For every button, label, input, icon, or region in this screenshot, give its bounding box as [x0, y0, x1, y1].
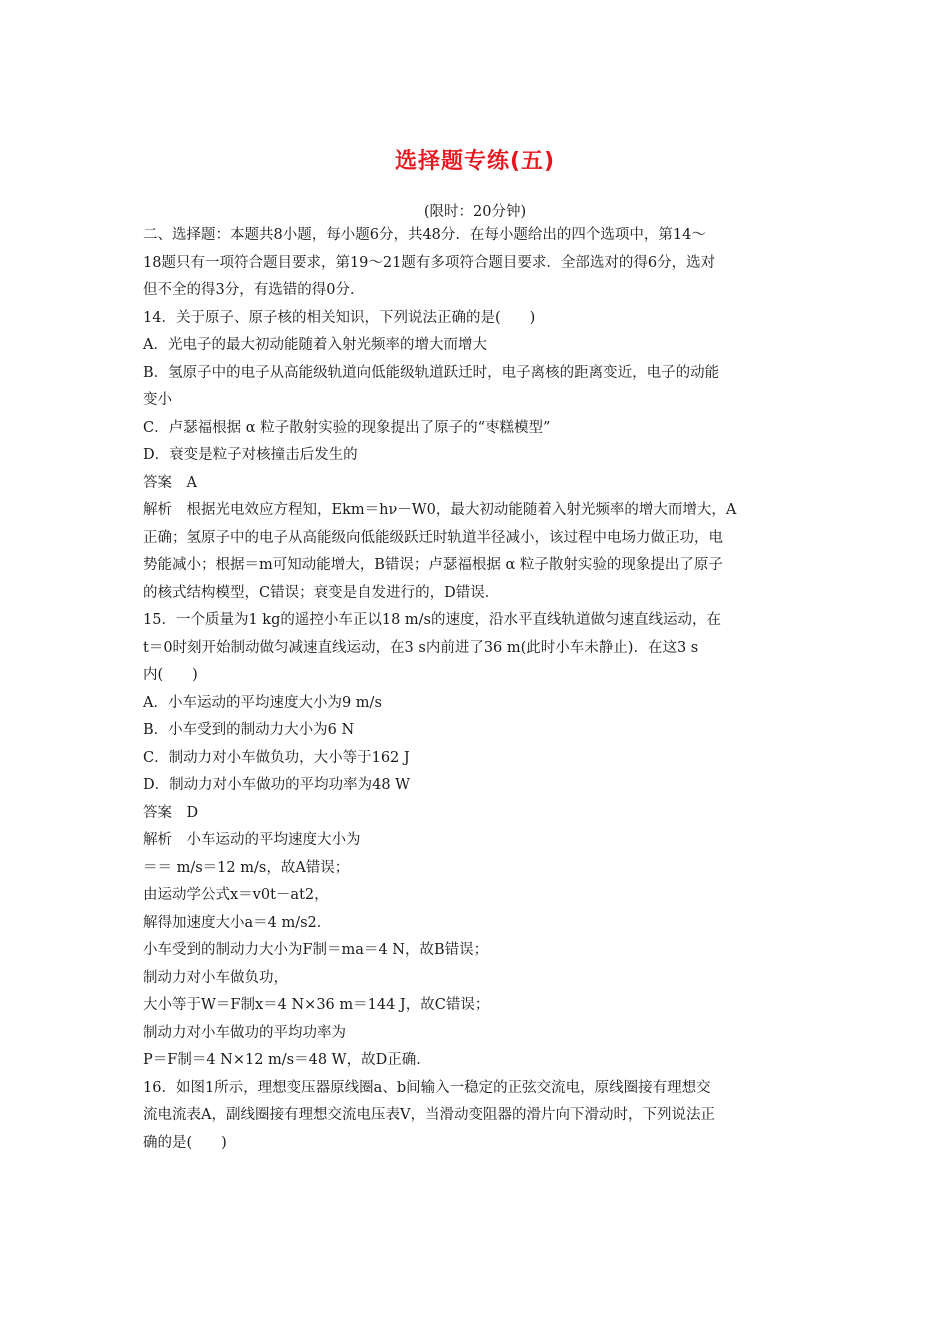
question-15-option: B．小车受到的制动力大小为6 N [143, 722, 355, 738]
question-14-answer: 答案 A [143, 474, 197, 491]
question-14-option: 变小 [143, 392, 172, 408]
question-15-stem: 15．一个质量为1 kg的遥控小车正以18 m/s的速度，沿水平直线轨道做匀速直线运动，在 [143, 612, 721, 628]
page-title: 选择题专练(五) [394, 149, 556, 174]
question-14-stem: 14．关于原子、原子核的相关知识，下列说法正确的是( ) [143, 309, 536, 326]
question-15-analysis: 大小等于W＝F制x＝4 N×36 m＝144 J，故C错误； [143, 997, 490, 1013]
question-15-analysis: P＝F制＝4 N×12 m/s＝48 W，故D正确． [143, 1052, 431, 1068]
question-15-analysis: 解得加速度大小a＝4 m/s2． [143, 914, 332, 931]
question-15-analysis: 制动力对小车做负功， [143, 969, 288, 986]
question-15-option: A．小车运动的平均速度大小为9 m/s [143, 694, 382, 711]
question-14-analysis: 势能减小；根据＝m可知动能增大，B错误；卢瑟福根据 α 粒子散射实验的现象提出了原子 [143, 557, 723, 573]
question-14-analysis: 解析 根据光电效应方程知，Ekm＝hν－W0，最大初动能随着入射光频率的增大而增大，A [143, 502, 737, 518]
time-limit: (限时：20分钟) [423, 204, 527, 220]
question-15-analysis: 小车受到的制动力大小为F制＝ma＝4 N，故B错误； [143, 942, 489, 958]
question-15-option: C．制动力对小车做负功，大小等于162 J [143, 749, 410, 766]
question-14-option: A．光电子的最大初动能随着入射光频率的增大而增大 [143, 337, 487, 353]
question-14-option: D．衰变是粒子对核撞击后发生的 [143, 447, 358, 463]
question-16-stem: 确的是( ) [143, 1134, 227, 1151]
question-15-answer: 答案 D [143, 804, 199, 821]
question-15-analysis: 解析 小车运动的平均速度大小为 [143, 832, 361, 848]
question-14-analysis: 正确；氢原子中的电子从高能级向低能级跃迁时轨道半径减小，该过程中电场力做正功，电 [143, 529, 723, 546]
document-body [143, 222, 813, 1157]
question-15-analysis: 由运动学公式x＝v0t－at2， [143, 887, 329, 903]
intro-line: 二、选择题：本题共8小题，每小题6分，共48分．在每小题给出的四个选项中，第14～ [143, 227, 706, 243]
question-15-analysis: 制动力对小车做功的平均功率为 [143, 1024, 346, 1041]
question-15-analysis: ＝＝ m/s＝12 m/s，故A错误； [143, 859, 350, 876]
question-14-option: C．卢瑟福根据 α 粒子散射实验的现象提出了原子的“枣糕模型” [143, 419, 551, 436]
intro-line: 18题只有一项符合题目要求，第19～21题有多项符合题目要求．全部选对的得6分，选对 [143, 254, 716, 271]
question-16-stem: 流电流表A，副线圈接有理想交流电压表V，当滑动变阻器的滑片向下滑动时，下列说法正 [143, 1107, 715, 1123]
question-15-stem: t＝0时刻开始制动做匀减速直线运动，在3 s内前进了36 m(此时小车未静止)．在这3 s [143, 639, 699, 656]
intro-line: 但不全的得3分，有选错的得0分． [143, 282, 365, 298]
question-16-stem: 16．如图1所示，理想变压器原线圈a、b间输入一稳定的正弦交流电，原线圈接有理想交 [143, 1079, 711, 1096]
question-14-option: B．氢原子中的电子从高能级轨道向低能级轨道跃迁时，电子离核的距离变近，电子的动能 [143, 364, 720, 381]
question-15-stem: 内( ) [143, 667, 198, 683]
question-14-analysis: 的核式结构模型，C错误；衰变是自发进行的，D错误． [143, 584, 500, 601]
question-15-option: D．制动力对小车做功的平均功率为48 W [143, 777, 411, 793]
